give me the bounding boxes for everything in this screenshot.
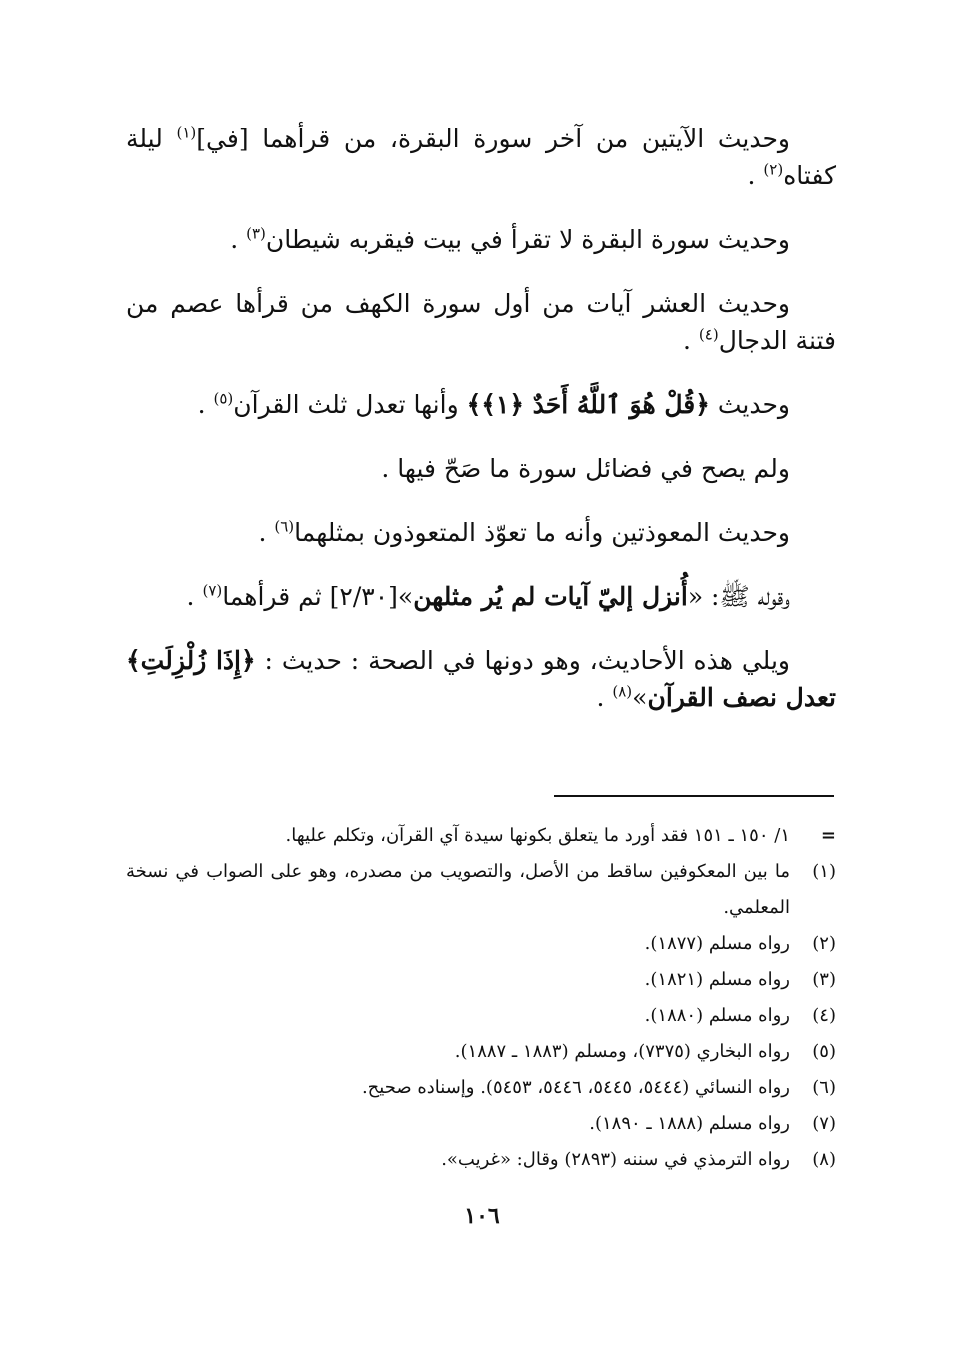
text-run: وحديث العشر آيات من أول سورة الكهف من قرأها عصم من فتنة الدجال — [126, 289, 836, 355]
footnote-reference: (٦) — [274, 517, 295, 536]
footnotes — [126, 818, 836, 1178]
footnote — [126, 926, 836, 962]
footnote-reference: (٣) — [246, 224, 266, 243]
footnote-number: (٣) — [812, 969, 836, 990]
footnote — [126, 1070, 836, 1106]
text-run: . — [230, 225, 247, 254]
page-number: ١٠٦ — [464, 1203, 500, 1229]
footnote — [126, 962, 836, 998]
footnote-reference: (٢) — [763, 160, 784, 179]
quran-quote: ﴿قُلْ هُوَ ٱللَّهُ أَحَدٌ ﴿١﴾﴾ — [466, 390, 710, 419]
main-text — [126, 120, 836, 743]
text-run: . — [747, 161, 764, 190]
footnote-text: رواه مسلم (١٨٨٨ ـ ١٨٩٠). — [589, 1113, 790, 1134]
footnote-reference: (٨) — [612, 682, 633, 701]
footnote-text: رواه النسائي (٥٤٤٤، ٥٤٤٥، ٥٤٤٦، ٥٤٥٣). وإسناده صحيح. — [361, 1077, 790, 1098]
footnote-number: (٨) — [812, 1149, 836, 1170]
text-run: . — [683, 326, 699, 355]
footnote-text: رواه مسلم (١٨٢١). — [644, 969, 790, 990]
paragraph — [126, 221, 836, 258]
text-run: وقوله ﷺ: « — [687, 582, 790, 611]
text-run: وأنها تعدل ثلث القرآن — [233, 390, 467, 419]
footnote — [126, 998, 836, 1034]
text-run: وحديث سورة البقرة لا تقرأ في بيت فيقربه شيطان — [265, 225, 790, 254]
footnote-reference: (١) — [176, 123, 197, 142]
footnote-text: رواه مسلم (١٨٧٧). — [644, 933, 790, 954]
footnote-text: ١/ ١٥٠ ـ ١٥١ فقد أورد ما يتعلق بكونها سيدة آي القرآن، وتكلم عليها. — [285, 825, 790, 846]
footnote-number: (١) — [812, 861, 836, 882]
paragraph — [126, 120, 836, 194]
paragraph — [126, 642, 836, 716]
footnote — [126, 1142, 836, 1178]
footnote — [126, 1106, 836, 1142]
text-run: ويلي هذه الأحاديث، وهو دونها في الصحة : حديث : — [255, 646, 790, 675]
footnote-text: رواه البخاري (٧٣٧٥)، ومسلم (١٨٨٣ ـ ١٨٨٧). — [454, 1041, 790, 1062]
footnote — [126, 854, 836, 926]
text-run: »[٢/٣٠] ثم قرأهما — [222, 582, 414, 611]
footnote-number: = — [820, 825, 836, 846]
footnote-text: ما بين المعكوفين ساقط من الأصل، والتصويب من مصدره، وهو على الصواب في نسخة المعلمي. — [126, 861, 790, 918]
text-run: وحديث المعوذتين وأنه ما تعوّذ المتعوذون بمثلهما — [294, 518, 790, 547]
paragraph — [126, 514, 836, 551]
footnote-reference: (٧) — [202, 581, 223, 600]
text-run: . — [596, 683, 613, 712]
text-run: ولم يصح في فضائل سورة ما صَحّ فيها . — [381, 454, 790, 483]
text-run: وحديث — [709, 390, 790, 419]
footnote-separator — [554, 795, 834, 797]
text-run: . — [186, 582, 203, 611]
hadith-quote: تعدل نصف القرآن — [647, 683, 836, 712]
footnote-number: (٤) — [812, 1005, 836, 1026]
footnote-number: (٦) — [812, 1077, 836, 1098]
footnote-number: (٥) — [812, 1041, 836, 1062]
text-run: ليلة كفتاه — [126, 124, 836, 190]
footnote-text: رواه الترمذي في سننه (٢٨٩٣) وقال: «غريب». — [441, 1149, 790, 1170]
paragraph — [126, 578, 836, 615]
text-run: » — [632, 683, 648, 712]
footnote-reference: (٤) — [698, 325, 719, 344]
paragraph — [126, 285, 836, 359]
quran-quote: ﴿إِذَا زُلْزِلَتِ﴾ — [126, 646, 256, 675]
footnote-number: (٧) — [812, 1113, 836, 1134]
footnote-number: (٢) — [812, 933, 836, 954]
text-run: وحديث الآيتين من آخر سورة البقرة، من قرأهما [في] — [196, 124, 790, 153]
footnote — [126, 1034, 836, 1070]
paragraph — [126, 450, 836, 487]
footnote — [126, 818, 836, 854]
footnote-text: رواه مسلم (١٨٨٠). — [644, 1005, 790, 1026]
hadith-quote: أُنزل إليّ آيات لم يُر مثلهن — [413, 582, 688, 611]
footnote-reference: (٥) — [213, 389, 234, 408]
text-run: . — [258, 518, 275, 547]
paragraph — [126, 386, 836, 423]
text-run: . — [197, 390, 214, 419]
